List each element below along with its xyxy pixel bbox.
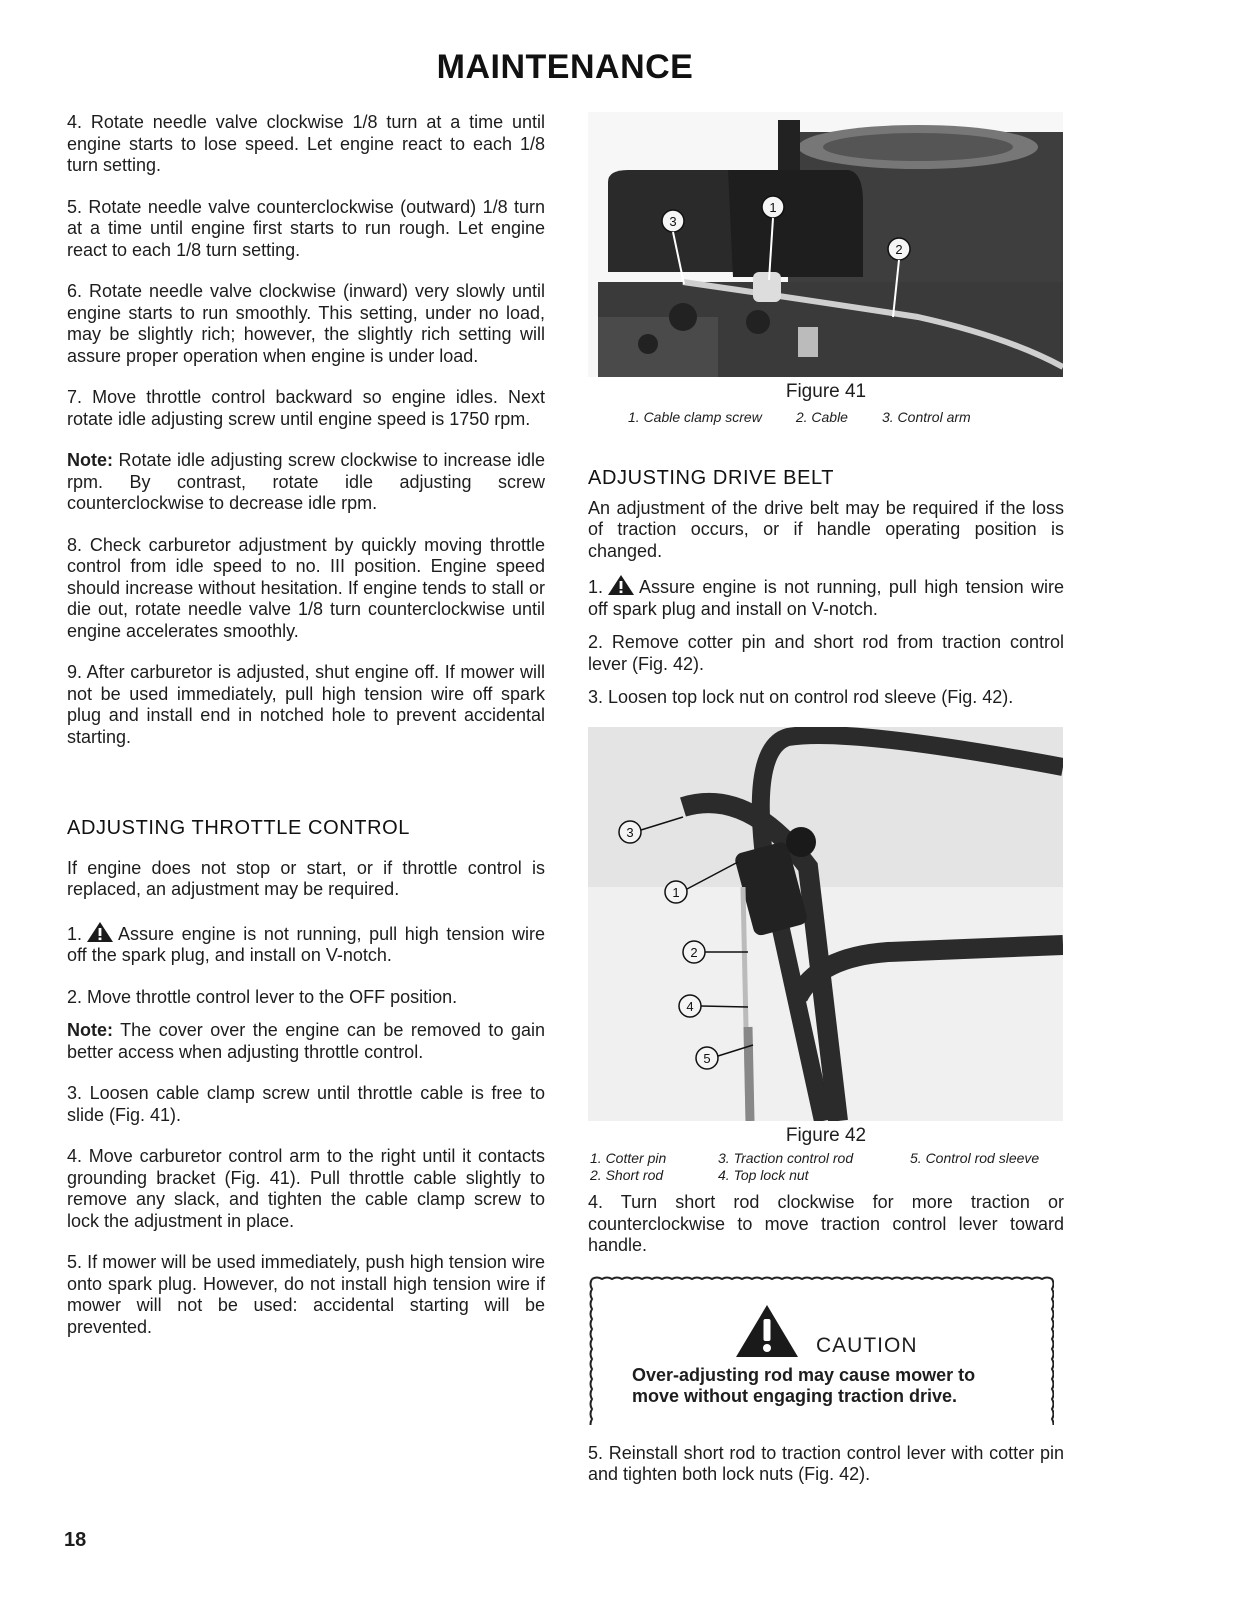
drive-belt-section-heading: ADJUSTING DRIVE BELT (588, 467, 835, 489)
figure-42-legend (590, 1150, 1064, 1184)
figure-41-caption: Figure 41 (785, 381, 867, 402)
step-7-paragraph: 7. Move throttle control backward so engine idles. Next rotate idle adjusting screw until engine speed is 1750 rpm. (67, 387, 545, 429)
legend-item: 2. Short rod (590, 1167, 664, 1183)
throttle-step-1-text: Assure engine is not running, pull high tension wire off the spark plug, and install on V-notch. (67, 923, 545, 965)
belt-step-3: 3. Loosen top lock nut on control rod sleeve (Fig. 42). (588, 687, 1014, 707)
note-idle-paragraph (67, 450, 545, 515)
step-4-paragraph: 4. Rotate needle valve clockwise 1/8 turn at a time until engine starts to lose speed. Let engine react to each 1/8 turn setting. (67, 112, 545, 175)
throttle-step-5: 5. If mower will be used immediately, push high tension wire onto spark plug. However, do not install high tension wire if mower will not be used: accidental starting will be prevented. (67, 1252, 545, 1337)
warning-triangle-icon (607, 574, 635, 596)
callout-2-label: 2 (690, 944, 698, 960)
note-cover-paragraph (67, 1020, 545, 1063)
caution-text: Over-adjusting rod may cause mower to move without engaging traction drive. (632, 1364, 976, 1406)
caution-triangle-icon (734, 1303, 800, 1359)
step-9-paragraph: 9. After carburetor is adjusted, shut engine off. If mower will not be used immediately, pull high tension wire off spark plug and install end in notched hole to prevent accidental starting. (67, 662, 545, 747)
left-column (67, 112, 545, 1358)
callout-2-label: 2 (895, 242, 903, 257)
legend-item: 3. Control arm (881, 408, 971, 425)
throttle-step-1-number: 1. (67, 923, 83, 944)
warning-triangle-icon (86, 921, 114, 943)
caution-box (588, 1275, 1054, 1425)
step-8-paragraph: 8. Check carburetor adjustment by quickly moving throttle control from idle speed to no. III position. Engine speed should increase without hesitation. If engine tends to stall or die out, rotate needle valve 1/8 turn counterclockwise until engine accelerates smoothly. (67, 534, 545, 641)
page-number: 18 (64, 1529, 87, 1551)
belt-step-4: 4. Turn short rod clockwise for more traction or counterclockwise to move traction control lever toward handle. (588, 1192, 1064, 1255)
throttle-step-1 (67, 921, 545, 967)
belt-step-1-number: 1. (588, 577, 604, 597)
belt-step-2: 2. Remove cotter pin and short rod from traction control lever (Fig. 42). (588, 632, 1064, 674)
page-title: MAINTENANCE (436, 48, 694, 86)
throttle-step-2: 2. Move throttle control lever to the OFF position. (67, 986, 458, 1007)
note-label: Note: (67, 450, 113, 470)
handle-photo-illustration (588, 727, 1063, 1121)
legend-item: 1. Cable clamp screw (628, 408, 762, 425)
right-column (588, 112, 1064, 1506)
note-cover-text: The cover over the engine can be removed to gain better access when adjusting throttle control. (67, 1020, 545, 1062)
figure-42-caption: Figure 42 (785, 1124, 867, 1146)
callout-4-label: 4 (686, 998, 694, 1014)
caution-title: CAUTION (816, 1333, 918, 1357)
throttle-step-3: 3. Loosen cable clamp screw until throttle cable is free to slide (Fig. 41). (67, 1083, 545, 1125)
legend-item: 1. Cotter pin (590, 1150, 667, 1166)
callout-5-label: 5 (703, 1050, 711, 1066)
figure-42-photo (588, 727, 1063, 1121)
belt-step-1 (588, 574, 1064, 620)
note-label: Note: (67, 1020, 113, 1040)
throttle-step-4: 4. Move carburetor control arm to the right until it contacts grounding bracket (Fig. 41). Pull throttle cable slightly to remove any slack, and tighten the cable clamp screw to lock the adjustment in place. (67, 1146, 545, 1231)
throttle-intro-paragraph: If engine does not stop or start, or if throttle control is replaced, an adjustment may be required. (67, 857, 545, 899)
belt-step-5: 5. Reinstall short rod to traction control lever with cotter pin and tighten both lock nuts (Fig. 42). (588, 1442, 1064, 1484)
figure-41-legend (628, 407, 1064, 429)
legend-item: 4. Top lock nut (718, 1167, 809, 1183)
legend-item: 3. Traction control rod (718, 1150, 854, 1166)
callout-3-label: 3 (626, 824, 634, 840)
belt-step-1-text: Assure engine is not running, pull high tension wire off spark plug and install on V-notch. (588, 577, 1064, 619)
note-idle-text: Rotate idle adjusting screw clockwise to increase idle rpm. By contrast, rotate idle adjusting screw counterclockwise to decrease idle rpm. (67, 450, 545, 513)
engine-photo-illustration (588, 112, 1063, 377)
callout-3-label: 3 (669, 214, 677, 229)
figure-41-photo (588, 112, 1063, 377)
step-5-paragraph: 5. Rotate needle valve counterclockwise (outward) 1/8 turn at a time until engine first starts to run rough. Let engine react to each 1/8 turn setting. (67, 196, 545, 260)
callout-1-label: 1 (672, 884, 680, 900)
legend-item: 5. Control rod sleeve (910, 1150, 1040, 1166)
drive-belt-intro: An adjustment of the drive belt may be required if the loss of traction occurs, or if handle operating position is changed. (588, 497, 1064, 561)
throttle-section-heading: ADJUSTING THROTTLE CONTROL (67, 817, 411, 839)
callout-1-label: 1 (769, 200, 777, 215)
legend-item: 2. Cable (795, 408, 848, 425)
step-6-paragraph: 6. Rotate needle valve clockwise (inward) very slowly until engine starts to run smoothly. This setting, under no load, may be slightly rich; however, the slightly rich setting will assure proper operation when engine is under load. (67, 281, 545, 366)
